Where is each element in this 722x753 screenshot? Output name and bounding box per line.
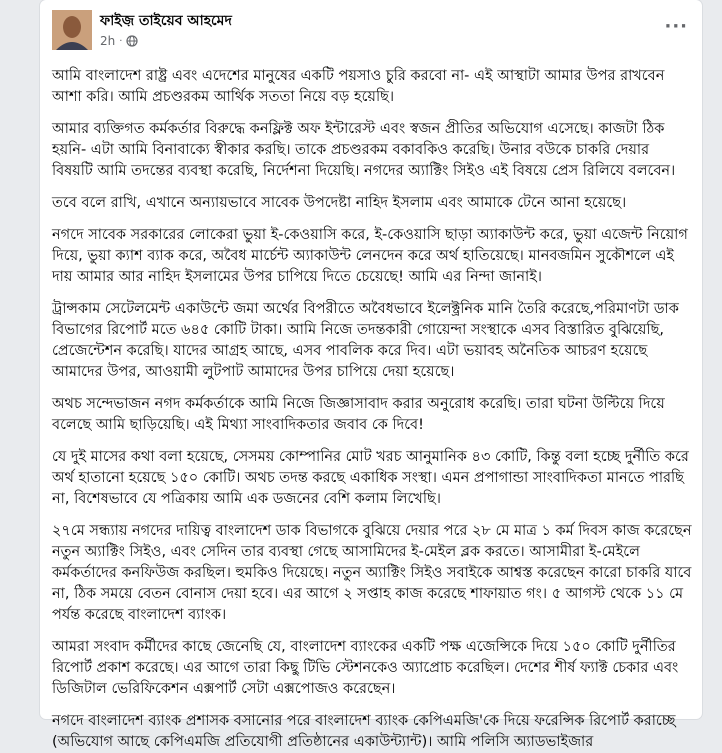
post-paragraph: ট্রান্সকাম সেটেলমেন্ট একাউন্টে জমা অর্থের বিপরীতে অবৈধভাবে ইলেক্ট্রনিক মানি তৈরি করেছে,পরিমাণটা ডাক বিভাগের রিপোর্ট মতে ৬৪৫ কোটি টাকা। আমি নিজে তদন্তকারী গোয়েন্দা সংস্থাকে এসব বিস্তারিত বুঝিয়েছি, প্রেজেন্টেশন করেছি। যাদের আগ্রহ আছে, এসব পাবলিক করে দিব। এটা ভয়াবহ অনৈতিক আচরণ হয়েছে আমাদের উপর, আওয়ামী লুটপাট আমাদের উপর চাপিয়ে দেয়া হয়েছে। — [52, 301, 679, 380]
facebook-post-card — [40, 0, 702, 750]
author-avatar[interactable] — [52, 10, 92, 50]
post-paragraph: ২৭মে সন্ধ্যায় নগদের দায়িত্ব বাংলাদেশ ডাক বিভাগকে বুঝিয়ে দেয়ার পরে ২৮ মে মাত্র ১ কর্ম দিবস কাজ করেছেন নতুন অ্যাক্টিং সিইও, এবং সেদিন তার ব্যবস্থা গেছে আসামিদের ই-মেইল ব্লক করতে। আসামীরা ই-মেইলে কর্মকর্তাদের কনফিউজ করছিল। হুমকিও দিয়েছে। নতুন অ্যাক্টিং সিইও সবাইকে আশ্বস্ত করেছেন কারো চাকরি যাবে না, ঠিক সময়ে বেতন বোনাস দেয়া হবে। এর আগে ২ সপ্তাহ কাজ করেছে শাফায়াত গং। ৫ আগস্ট থেকে ১১ মে পর্যন্ত করেছে বাংলাদেশ ব্যাংক। — [52, 523, 692, 623]
globe-icon — [126, 35, 138, 47]
post-body — [40, 66, 702, 753]
post-paragraph: যে দুই মাসের কথা বলা হয়েছে, সেসময় কোম্পানির মোট খরচ আনুমানিক ৪৩ কোটি, কিন্তু বলা হচ্ছে দুর্নীতি করে অর্থ হাতানো হয়েছে ১৫০ কোটি। অথচ তদন্ত করছে একাধিক সংস্থা। এমন প্রপাগান্ডা সাংবাদিকতা মানতে পারছি না, বিশেষভাবে যে পত্রিকায় আমি এক ডজনের বেশি কলাম লিখেছি। — [52, 449, 689, 507]
post-paragraph: আমরা সংবাদ কর্মীদের কাছে জেনেছি যে, বাংলাদেশ ব্যাংকের একটি পক্ষ এজেন্সিকে দিয়ে ১৫০ কোটি দুর্নীতির রিপোর্ট প্রকাশ করেছে। এর আগে তারা কিছু টিভি স্টেশনকেও অ্যাপ্রোচ করেছিল। দেশের শীর্ষ ফ্যাক্ট চেকার এবং ডিজিটাল ভেরিফিকেশন এক্সপার্ট সেটা এক্সপোজও করেছেন। — [52, 639, 679, 697]
post-paragraph: আমি বাংলাদেশ রাষ্ট্র এবং এদেশের মানুষের একটি পয়সাও চুরি করবো না- এই আস্থাটা আমার উপর রাখবেন আশা করি। আমি প্রচণ্ডরকম আর্থিক সততা নিয়ে বড় হয়েছি। — [52, 68, 665, 105]
post-paragraph: নগদে বাংলাদেশ ব্যাংক প্রশাসক বসানোর পরে বাংলাদেশ ব্যাংক কেপিএমজি'কে দিয়ে ফরেন্সিক রিপোর্ট করাচ্ছে (অভিযোগ আছে কেপিএমজি প্রতিযোগী প্রতিষ্ঠানের একাউন্ট্যান্ট)। আমি পলিসি অ্যাডভাইজার — [52, 713, 676, 750]
author-name[interactable]: ফাইজ় তাইয়েব আহমেদ — [100, 13, 232, 29]
more-options-icon[interactable]: ··· — [664, 16, 688, 37]
meta-separator: · — [119, 35, 123, 47]
post-paragraph: নগদে সাবেক সরকারের লোকেরা ভুয়া ই-কেওয়াসি করে, ই-কেওয়াসি ছাড়া অ্যাকাউন্ট করে, ভুয়া এজেন্ট নিয়োগ দিয়ে, ভুয়া ক্যাশ ব্যাক করে, অবৈধ মার্চেন্ট অ্যাকাউন্ট লেনদেন করে অর্থ হাতিয়েছে। মানবজমিন সুকৌশলে এই দায় আমার আর নাহিদ ইসলামের উপর চাপিয়ে দিতে চেয়েছে! আমি এর নিন্দা জানাই। — [52, 227, 688, 285]
post-meta — [100, 34, 138, 48]
post-paragraph: তবে বলে রাখি, এখানে অন্যায়ভাবে সাবেক উপদেষ্টা নাহিদ ইসলাম এবং আমাকে টেনে আনা হয়েছে। — [52, 195, 627, 211]
post-time[interactable]: 2h — [100, 34, 116, 48]
post-paragraph: অথচ সন্দেভাজন নগদ কর্মকর্তাকে আমি নিজে জিজ্ঞাসাবাদ করার অনুরোধ করেছি। তারা ঘটনা উল্টিয়ে দিয়ে বলেছে আমি ছাড়িয়েছি। এই মিথ্যা সাংবাদিকতার জবাব কে দিবে! — [52, 396, 665, 433]
post-header — [40, 0, 702, 66]
post-paragraph: আমার ব্যক্তিগত কর্মকর্তার বিরুদ্ধে কনফ্লিক্ট অফ ইন্টারেস্ট এবং স্বজন প্রীতির অভিযোগ এসেছে। কাজটা ঠিক হয়নি- এটা আমি বিনাবাক্যে স্বীকার করছি। তাকে প্রচণ্ডরকম বকাবকিও করেছি। উনার বউকে চাকরি দেয়ার বিষয়টি আমি তদন্তের ব্যবস্থা করেছি, নির্দেশনা দিয়েছি। নগদের অ্যাক্টিং সিইও এই বিষয়ে প্রেস রিলিযে বলবেন। — [52, 121, 676, 179]
